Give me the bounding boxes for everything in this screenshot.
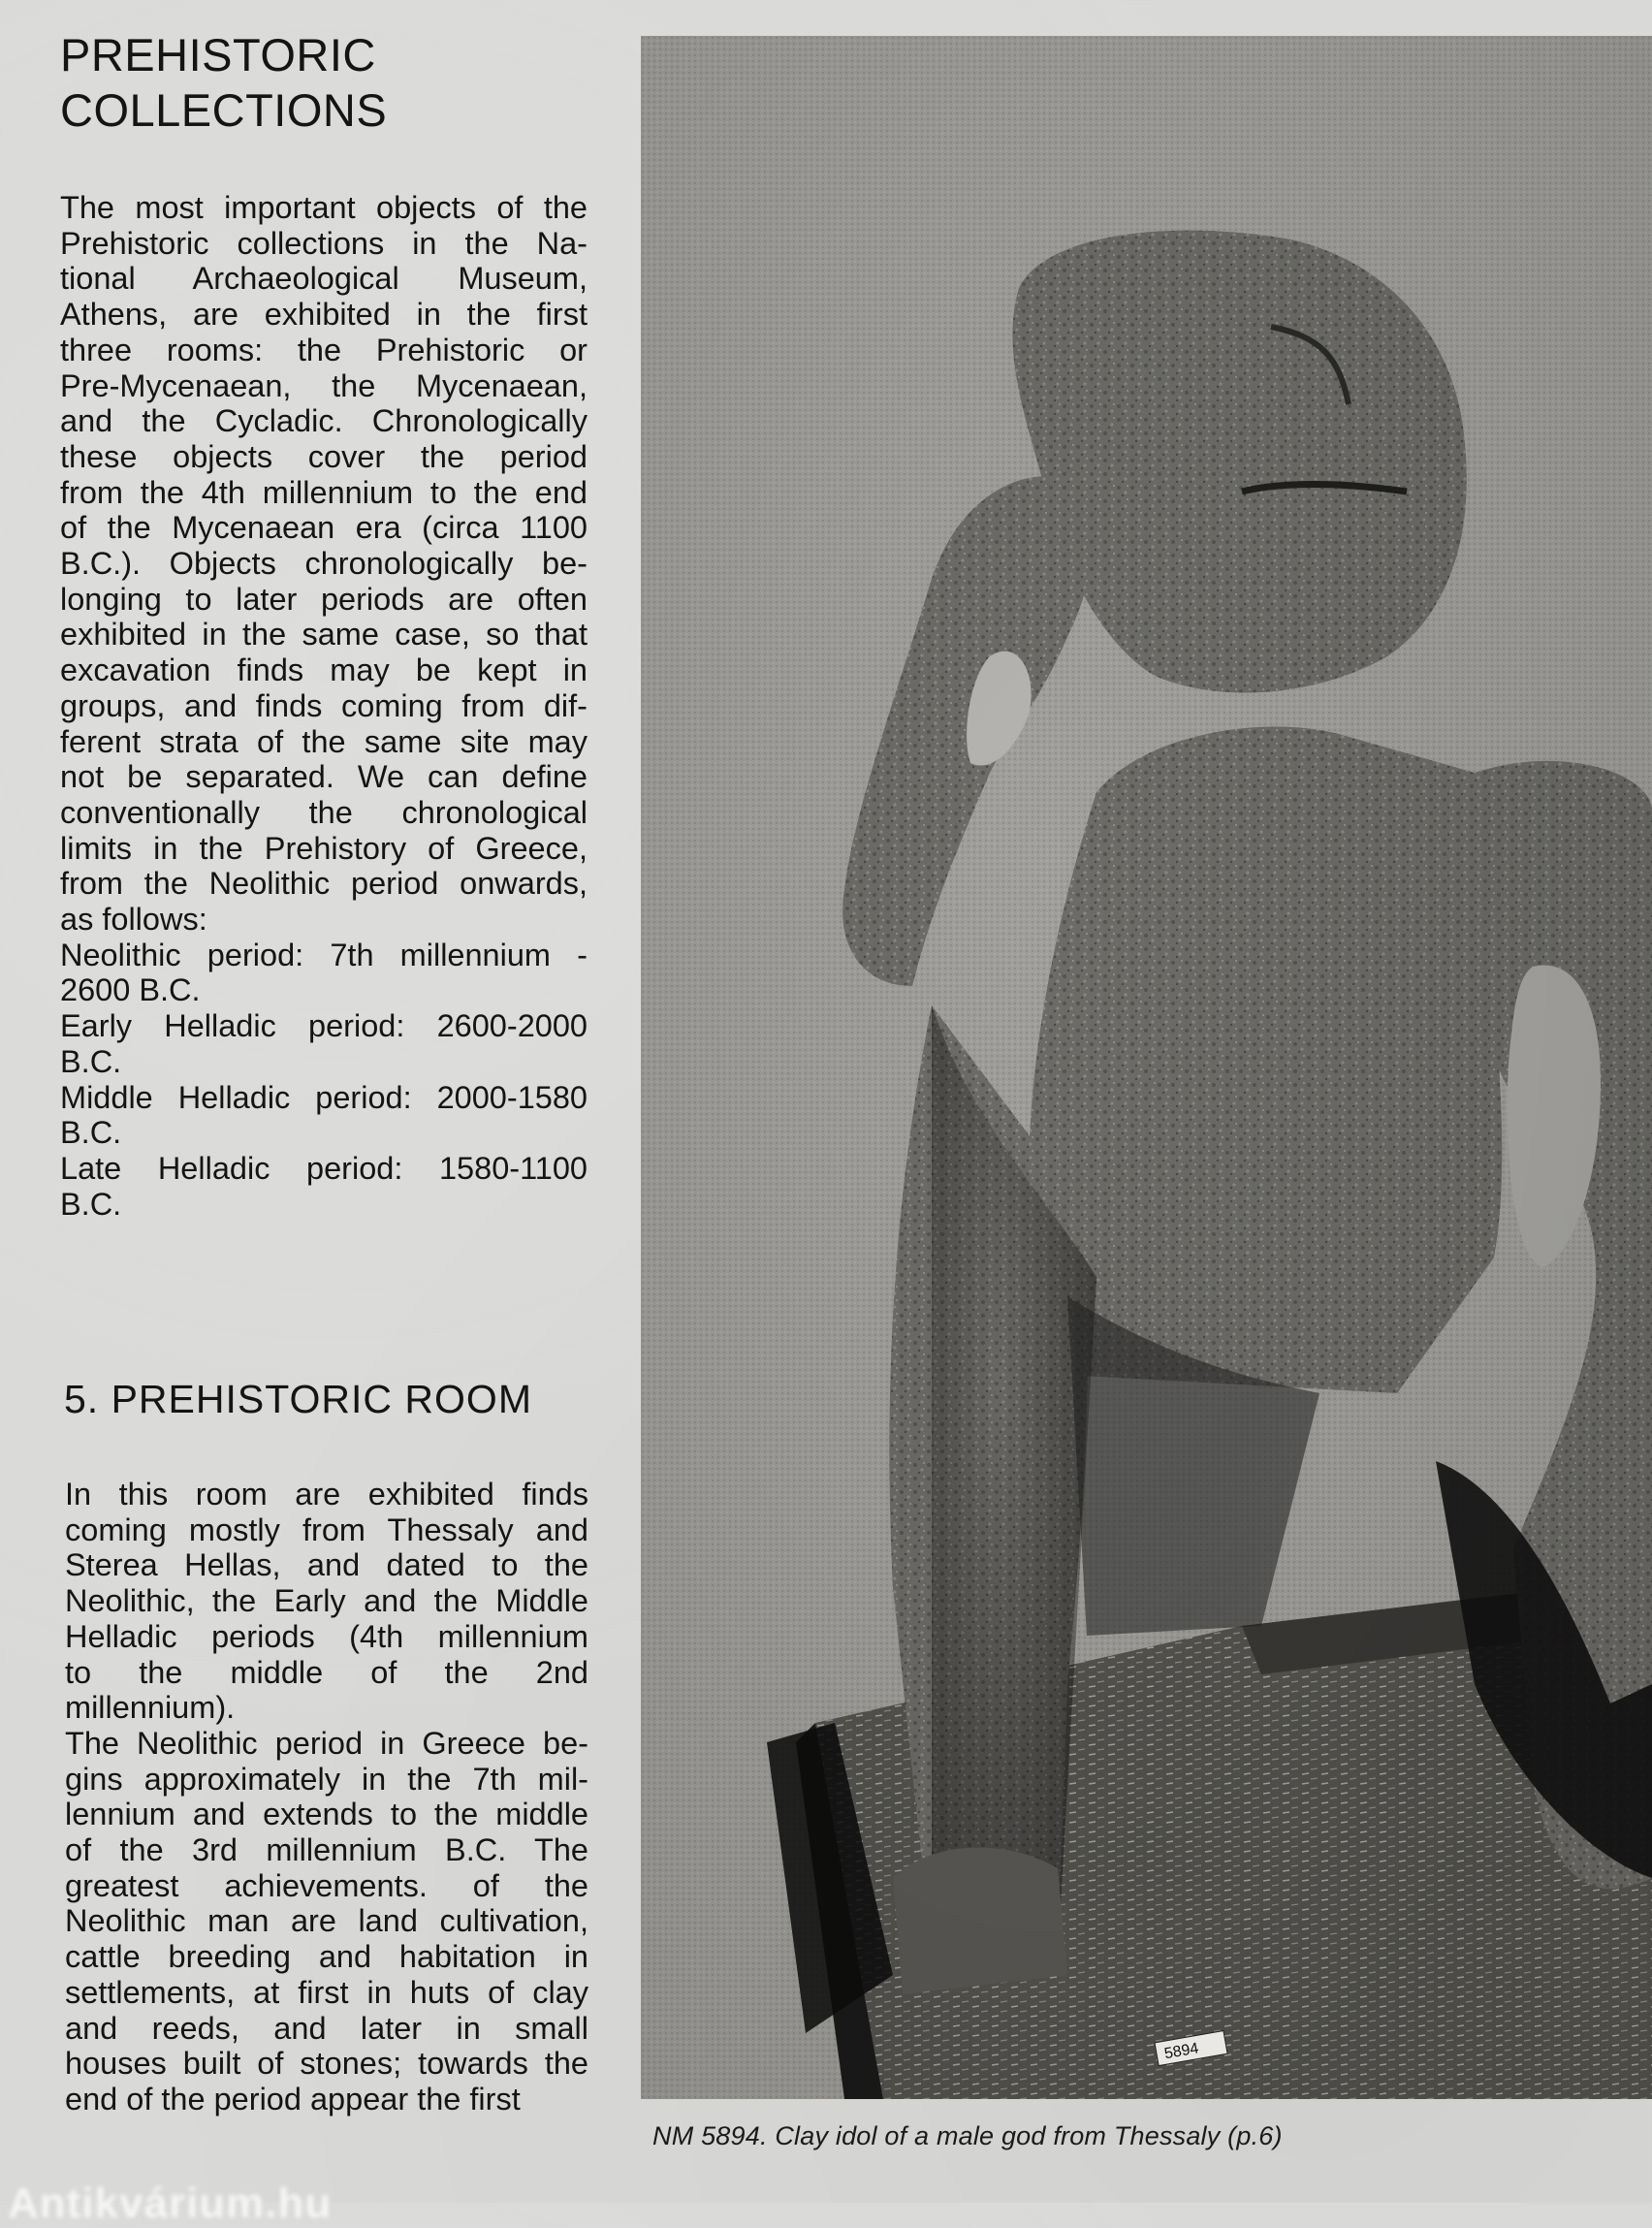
room-paragraph bbox=[65, 1477, 588, 2117]
text-line: not be separated. We can define bbox=[60, 759, 588, 795]
period-suffix: B.C. bbox=[60, 1115, 122, 1151]
text-line: Neolithic, the Early and the Middle bbox=[65, 1583, 588, 1619]
room-text bbox=[65, 1477, 588, 2117]
text-line: In this room are exhibited finds bbox=[65, 1477, 588, 1512]
text-line: cattle breeding and habitation in bbox=[65, 1939, 588, 1975]
text-line: excavation finds may be kept in bbox=[60, 652, 588, 688]
text-line: these objects cover the period bbox=[60, 438, 588, 474]
text-line: tional Archaeological Museum, bbox=[60, 261, 588, 297]
watermark: Antikvárium.hu bbox=[8, 2180, 333, 2227]
text-line: Neolithic man are land cultivation, bbox=[65, 1903, 588, 1939]
text-line: houses built of stones; towards the bbox=[65, 2046, 588, 2082]
text-line: Sterea Hellas, and dated to the bbox=[65, 1547, 588, 1583]
text-line: exhibited in the same case, so that bbox=[60, 617, 588, 652]
text-line: from the 4th millennium to the end bbox=[60, 474, 588, 510]
page-title bbox=[60, 27, 588, 138]
text-line: of the 3rd millennium B.C. The bbox=[65, 1832, 588, 1868]
section-heading: 5. PREHISTORIC ROOM bbox=[64, 1377, 532, 1421]
period-suffix: 2600 B.C. bbox=[60, 972, 201, 1008]
period-list bbox=[60, 938, 588, 1223]
text-line: B.C.). Objects chronologically be- bbox=[60, 546, 588, 582]
text-line: Prehistoric collections in the Na- bbox=[60, 225, 588, 261]
text-line: end of the period appear the first bbox=[65, 2081, 521, 2117]
clay-idol-image bbox=[641, 36, 1652, 2099]
text-line: Pre-Mycenaean, the Mycenaean, bbox=[60, 367, 588, 403]
title-line: PREHISTORIC bbox=[60, 29, 376, 80]
text-line: Helladic periods (4th millennium bbox=[65, 1618, 588, 1654]
intro-paragraph bbox=[60, 190, 588, 938]
text-line: as follows: bbox=[60, 902, 207, 938]
text-line: greatest achievements. of the bbox=[65, 1867, 588, 1903]
period-range: Neolithic period: 7th millennium - bbox=[60, 937, 588, 972]
text-line: of the Mycenaean era (circa 1100 bbox=[60, 510, 588, 546]
period-range: Early Helladic period: 2600-2000 bbox=[60, 1008, 588, 1044]
period-item bbox=[60, 1008, 588, 1079]
period-suffix: B.C. bbox=[60, 1043, 122, 1079]
text-line: and the Cycladic. Chronologically bbox=[60, 403, 588, 439]
text-line: The Neolithic period in Greece be- bbox=[65, 1725, 588, 1761]
text-line: Athens, are exhibited in the first bbox=[60, 297, 588, 333]
text-line: three rooms: the Prehistoric or bbox=[60, 332, 588, 367]
text-line: millennium). bbox=[65, 1690, 236, 1726]
idol-photograph bbox=[641, 36, 1652, 2099]
period-item bbox=[60, 1080, 588, 1151]
period-suffix: B.C. bbox=[60, 1186, 122, 1222]
photo-caption: NM 5894. Clay idol of a male god from Thessaly (p.6) bbox=[652, 2121, 1283, 2150]
period-item bbox=[60, 938, 588, 1008]
title-line: COLLECTIONS bbox=[60, 84, 388, 136]
text-line: lennium and extends to the middle bbox=[65, 1797, 588, 1832]
text-line: settlements, at first in huts of clay bbox=[65, 1974, 588, 2010]
period-range: Middle Helladic period: 2000-1580 bbox=[60, 1079, 588, 1115]
intro-text bbox=[60, 190, 588, 1222]
text-line: from the Neolithic period onwards, bbox=[60, 866, 588, 902]
text-line: The most important objects of the bbox=[60, 190, 588, 225]
period-range: Late Helladic period: 1580-1100 bbox=[60, 1150, 588, 1186]
text-line: groups, and finds coming from dif- bbox=[60, 687, 588, 723]
text-line: coming mostly from Thessaly and bbox=[65, 1512, 588, 1547]
text-line: limits in the Prehistory of Greece, bbox=[60, 830, 588, 866]
text-line: to the middle of the 2nd bbox=[65, 1654, 588, 1690]
text-line: conventionally the chronological bbox=[60, 794, 588, 830]
text-line: ferent strata of the same site may bbox=[60, 723, 588, 759]
inventory-tag-number: 5894 bbox=[1162, 2040, 1200, 2063]
text-line: gins approximately in the 7th mil- bbox=[65, 1761, 588, 1797]
text-line: longing to later periods are often bbox=[60, 581, 588, 617]
period-item bbox=[60, 1151, 588, 1222]
text-line: and reeds, and later in small bbox=[65, 2010, 588, 2046]
